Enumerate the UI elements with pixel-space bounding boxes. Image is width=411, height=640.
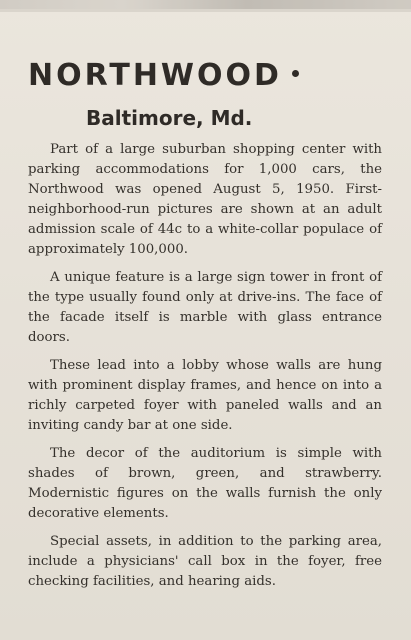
article-title (28, 58, 299, 93)
paragraph: These lead into a lobby whose walls are hung with prominent display frames, and hence on into a richly carpeted foyer with paneled walls and an inviting candy bar at one side. (28, 358, 382, 433)
article-location: Baltimore, Md. (86, 106, 253, 130)
article-body (28, 140, 382, 600)
paragraph: A unique feature is a large sign tower in front of the type usually found only at drive-ins. The face of the facade itself is marble with glass entrance doors. (28, 270, 382, 345)
photo-edge-strip (0, 0, 411, 12)
title-bullet-icon (292, 70, 299, 77)
title-text: NORTHWOOD (28, 58, 282, 93)
paragraph: Part of a large suburban shopping center with parking accommodations for 1,000 cars, the Northwood was opened August 5, 1950. First-neighborhood-run pictures are shown at an adult admission scale of 44c to a white-collar populace of approximately 100,000. (28, 142, 382, 257)
paragraph: Special assets, in addition to the parking area, include a physicians' call box in the foyer, free checking facilities, and hearing aids. (28, 534, 382, 589)
paragraph: The decor of the auditorium is simple with shades of brown, green, and strawberry. Modernistic figures on the walls furnish the only decorative elements. (28, 446, 382, 521)
